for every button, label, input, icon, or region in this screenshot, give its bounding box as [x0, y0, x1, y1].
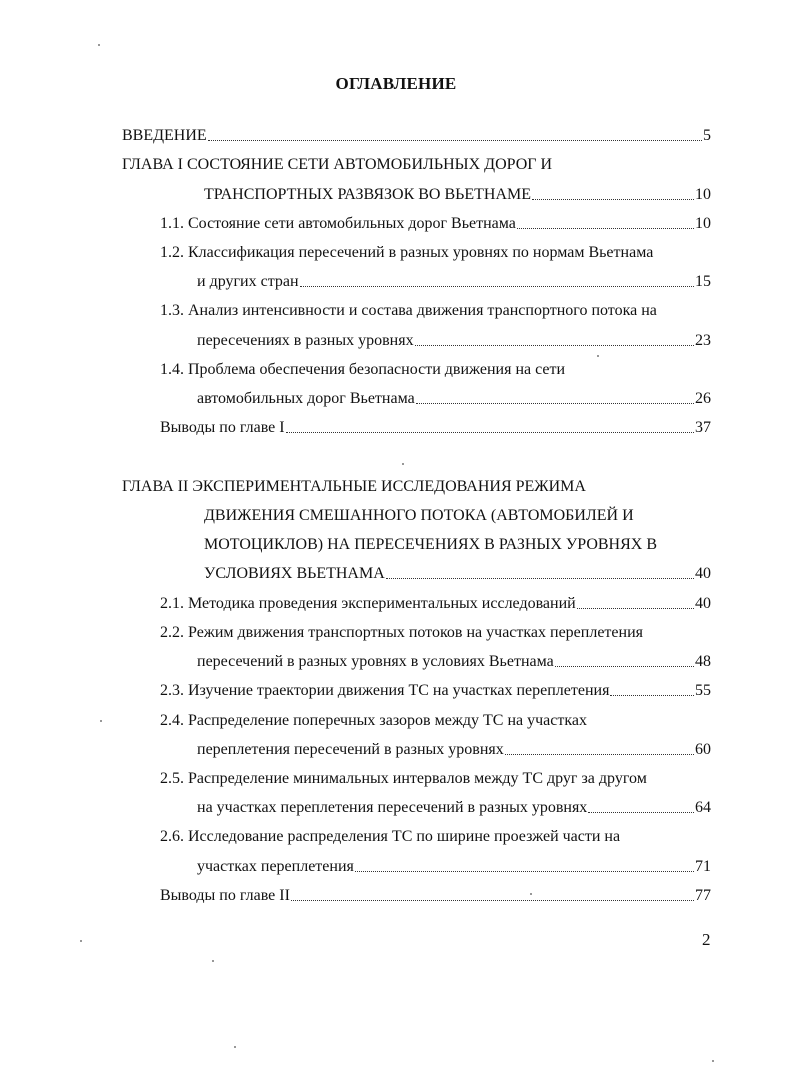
toc-page-number: 64	[695, 799, 711, 816]
toc-entry-text: пересечений в разных уровнях в условиях Вьетнама	[197, 653, 554, 670]
page-title: ОГЛАВЛЕНИЕ	[335, 74, 457, 93]
toc-entry-2-4-line1: 2.4. Распределение поперечных зазоров между ТС на участках	[160, 712, 588, 729]
toc-page-number: 77	[695, 887, 711, 904]
toc-page-number: 40	[695, 565, 711, 582]
toc-entry-2-5	[197, 798, 711, 818]
leader-dots	[610, 694, 694, 696]
toc-entry-1-4-line1: 1.4. Проблема обеспечения безопасности движения на сети	[160, 361, 566, 378]
leader-dots	[415, 344, 694, 346]
leader-dots	[577, 607, 694, 609]
toc-entry-text: 2.3. Изучение траектории движения ТС на участках переплетения	[160, 682, 610, 699]
leader-dots	[505, 753, 694, 755]
toc-entry-2-6	[197, 857, 711, 877]
toc-page-number: 60	[695, 741, 711, 758]
toc-entry-1-4	[197, 389, 711, 409]
leader-dots	[291, 899, 694, 901]
toc-entry-chapter-1	[204, 185, 711, 205]
scan-speck	[234, 1046, 236, 1048]
toc-entry-1-2	[197, 272, 711, 292]
chapter-2-heading: ГЛАВА II ЭКСПЕРИМЕНТАЛЬНЫЕ ИССЛЕДОВАНИЯ РЕЖИМА	[122, 478, 586, 495]
scan-speck	[402, 463, 404, 465]
toc-entry-text: 1.1. Состояние сети автомобильных дорог Вьетнама	[160, 215, 516, 232]
chapter-2-heading-line2: ДВИЖЕНИЯ СМЕШАННОГО ПОТОКА (АВТОМОБИЛЕЙ И	[204, 507, 634, 524]
toc-entry-text: Выводы по главе II	[160, 887, 290, 904]
toc-page-number: 23	[695, 332, 711, 349]
chapter-2-heading-cont: УСЛОВИЯХ ВЬЕТНАМА	[204, 565, 385, 582]
toc-page-number: 55	[695, 682, 711, 699]
leader-dots	[588, 811, 694, 813]
toc-entry-intro	[122, 126, 711, 146]
toc-entry-1-3	[197, 331, 711, 351]
toc-entry-2-3	[160, 681, 711, 701]
toc-entry-2-5-line1: 2.5. Распределение минимальных интервалов между ТС друг за другом	[160, 770, 647, 787]
toc-entry-conclusions-2	[160, 886, 711, 906]
leader-dots	[416, 402, 694, 404]
toc-page-number: 40	[695, 595, 711, 612]
leader-dots	[386, 577, 694, 579]
scan-speck	[712, 1060, 714, 1062]
toc-entry-2-1	[160, 594, 711, 614]
toc-entry-text: ВВЕДЕНИЕ	[122, 127, 207, 144]
toc-entry-1-3-line1: 1.3. Анализ интенсивности и состава движения транспортного потока на	[160, 302, 657, 319]
chapter-1-heading-cont: ТРАНСПОРТНЫХ РАЗВЯЗОК ВО ВЬЕТНАМЕ	[204, 186, 531, 203]
toc-page-number: 48	[695, 653, 711, 670]
toc-page-number: 37	[695, 419, 711, 436]
leader-dots	[208, 139, 702, 141]
toc-entry-text: автомобильных дорог Вьетнама	[197, 390, 415, 407]
toc-entry-1-2-line1: 1.2. Классификация пересечений в разных уровнях по нормам Вьетнама	[160, 244, 654, 261]
toc-entry-text: Выводы по главе I	[160, 419, 285, 436]
toc-entry-text: пересечениях в разных уровнях	[197, 332, 414, 349]
leader-dots	[355, 870, 694, 872]
toc-entry-2-2	[197, 652, 711, 672]
scan-speck	[597, 355, 599, 357]
toc-entry-text: 2.1. Методика проведения экспериментальных исследований	[160, 595, 576, 612]
toc-page-number: 10	[695, 186, 711, 203]
toc-entry-text: на участках переплетения пересечений в разных уровнях	[197, 799, 588, 816]
toc-entry-conclusions-1	[160, 418, 711, 438]
page-number: 2	[702, 930, 711, 949]
toc-page-number: 15	[695, 273, 711, 290]
leader-dots	[517, 227, 694, 229]
toc-entry-text: переплетения пересечений в разных уровнях	[197, 741, 504, 758]
toc-entry-1-1	[160, 214, 711, 234]
leader-dots	[555, 665, 694, 667]
toc-entry-2-2-line1: 2.2. Режим движения транспортных потоков на участках переплетения	[160, 624, 644, 641]
chapter-1-heading: ГЛАВА I СОСТОЯНИЕ СЕТИ АВТОМОБИЛЬНЫХ ДОРОГ И	[122, 156, 553, 173]
chapter-2-heading-line3: МОТОЦИКЛОВ) НА ПЕРЕСЕЧЕНИЯХ В РАЗНЫХ УРОВНЯХ В	[204, 536, 658, 553]
leader-dots	[300, 285, 694, 287]
toc-page-number: 10	[695, 215, 711, 232]
toc-entry-2-4	[197, 740, 711, 760]
toc-entry-text: участках переплетения	[197, 858, 354, 875]
toc-entry-chapter-2	[204, 564, 711, 584]
leader-dots	[532, 198, 694, 200]
toc-entry-text: и других стран	[197, 273, 299, 290]
leader-dots	[286, 431, 694, 433]
scan-speck	[530, 893, 532, 895]
scan-speck	[212, 960, 214, 962]
scan-speck	[98, 44, 100, 46]
scan-speck	[80, 940, 82, 942]
toc-page-number: 71	[695, 858, 711, 875]
toc-page-number: 26	[695, 390, 711, 407]
toc-entry-2-6-line1: 2.6. Исследование распределения ТС по ширине проезжей части на	[160, 828, 621, 845]
scan-speck	[100, 720, 102, 722]
toc-page-number: 5	[703, 127, 711, 144]
